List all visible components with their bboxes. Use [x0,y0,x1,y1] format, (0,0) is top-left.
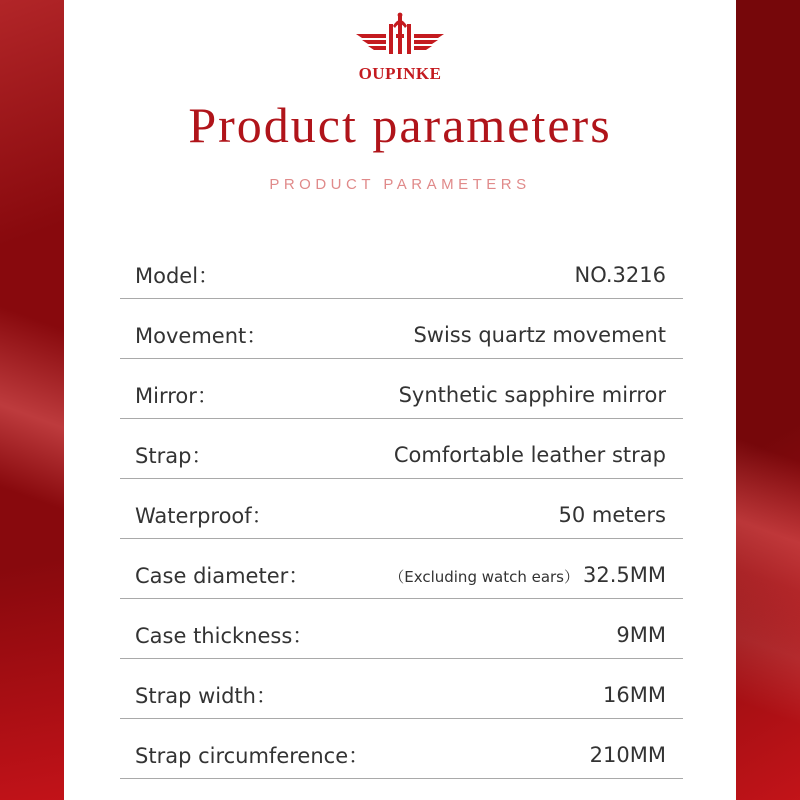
param-label: Movement： [135,323,268,348]
param-label: Model： [135,264,220,288]
param-label: Mirror： [135,383,218,408]
brand-logo [64,12,736,84]
param-row-case-thickness [120,599,683,659]
brand-emblem-icon [352,12,448,62]
param-label: Case diameter： [135,563,310,588]
param-row-waterproof [120,479,683,539]
param-value: 16MM [603,682,666,707]
param-row-case-diameter [120,539,683,599]
param-label: Strap： [135,443,213,468]
param-value: Synthetic sapphire mirror [398,382,666,407]
param-label: Waterproof： [135,503,273,528]
param-label: Strap circumference： [135,743,370,768]
parameter-list [120,240,683,779]
param-row-movement [120,299,683,359]
page-subtitle: PRODUCT PARAMETERS [269,176,531,193]
background-left [0,0,64,800]
parameters-panel [64,0,736,800]
param-value: 50 meters [558,502,666,527]
param-value: Swiss quartz movement [413,322,666,347]
page-title: Product parameters [188,97,612,153]
param-row-strap-circumference [120,719,683,779]
param-value: 32.5MM [583,562,666,587]
brand-name: OUPINKE [358,64,442,83]
param-note: （Excluding watch ears） [389,567,579,586]
param-label: Case thickness： [135,623,314,648]
param-value-group [389,563,666,587]
param-row-strap [120,419,683,479]
param-row-mirror [120,359,683,419]
background-right [736,0,800,800]
param-row-strap-width [120,659,683,719]
param-value: 210MM [589,742,666,767]
param-value: 9MM [616,622,666,647]
param-value: NO.3216 [574,263,666,287]
param-row-model [120,240,683,299]
param-label: Strap width： [135,683,277,708]
param-value: Comfortable leather strap [393,442,666,467]
